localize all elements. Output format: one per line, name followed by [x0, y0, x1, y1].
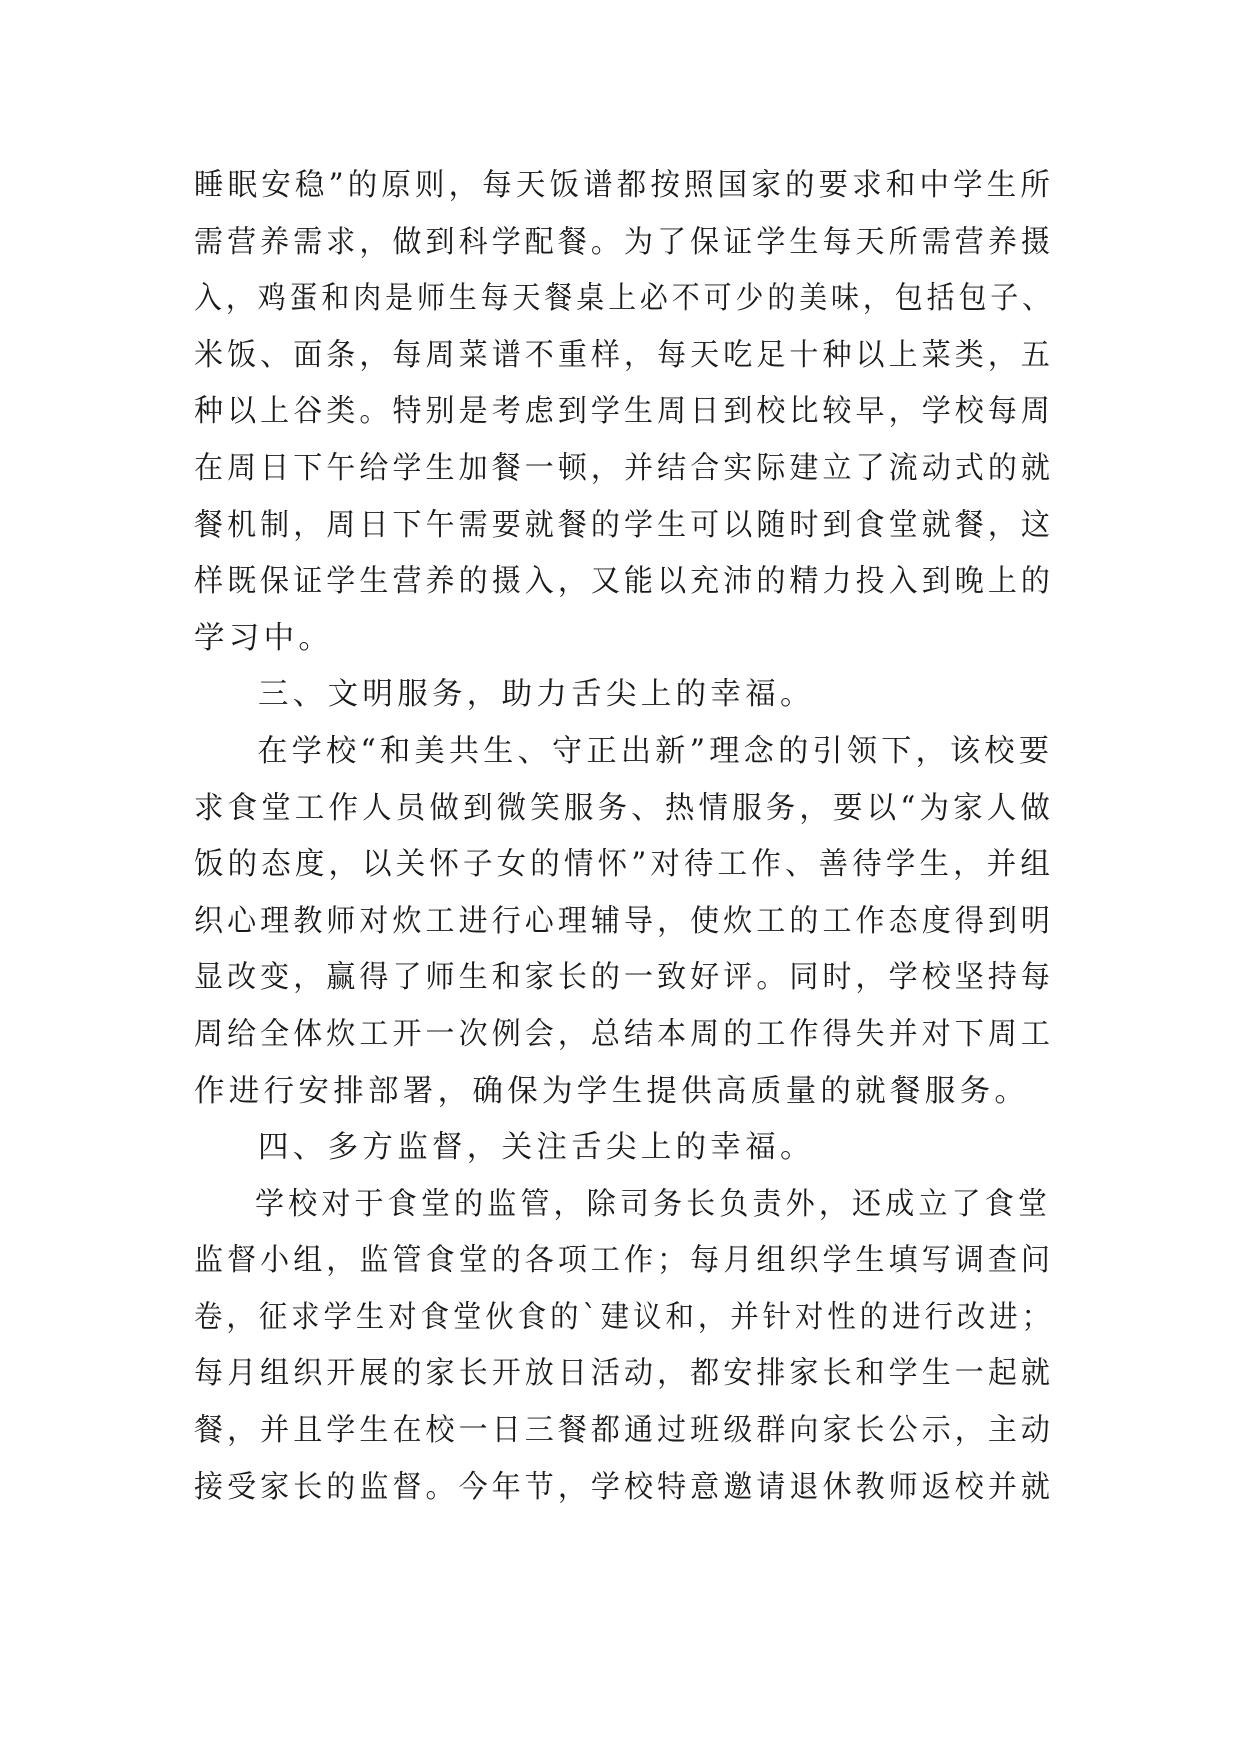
text-line: 米饭、面条，每周菜谱不重样，每天吃足十种以上菜类，五 — [194, 337, 1055, 373]
text-line: 周给全体炊工开一次例会，总结本周的工作得失并对下周工 — [194, 1016, 1055, 1052]
text-line: 餐机制，周日下午需要就餐的学生可以随时到食堂就餐，这 — [194, 507, 1055, 543]
text-line: 种以上谷类。特别是考虑到学生周日到校比较早，学校每周 — [194, 394, 1055, 430]
text-line: 在学校“和美共生、守正出新”理念的引领下，该校要 — [257, 733, 1054, 769]
text-line: 监督小组，监管食堂的各项工作；每月组织学生填写调查问 — [194, 1243, 1055, 1279]
text-line: 入，鸡蛋和肉是师生每天餐桌上必不可少的美味，包括包子、 — [194, 281, 1055, 317]
text-line: 学习中。 — [194, 620, 334, 656]
text-line: 在周日下午给学生加餐一顿，并结合实际建立了流动式的就 — [194, 450, 1055, 486]
text-line: 样既保证学生营养的摄入，又能以充沛的精力投入到晚上的 — [194, 564, 1055, 600]
text-line: 饭的态度，以关怀子女的情怀”对待工作、善待学生，并组 — [194, 847, 1055, 883]
text-line: 四、多方监督，关注舌尖上的幸福。 — [258, 1130, 815, 1166]
document-body — [194, 158, 1054, 1516]
text-line: 三、文明服务，助力舌尖上的幸福。 — [258, 677, 815, 713]
text-line: 卷，征求学生对食堂伙食的`建议和，并针对性的进行改进； — [194, 1299, 1055, 1335]
text-line: 睡眠安稳”的原则，每天饭谱都按照国家的要求和中学生所 — [194, 168, 1055, 203]
text-line: 接受家长的监督。今年节，学校特意邀请退休教师返校并就 — [194, 1469, 1055, 1505]
text-line: 需营养需求，做到科学配餐。为了保证学生每天所需营养摄 — [194, 224, 1055, 260]
text-line: 显改变，赢得了师生和家长的一致好评。同时，学校坚持每 — [194, 960, 1055, 996]
text-line: 每月组织开展的家长开放日活动，都安排家长和学生一起就 — [194, 1356, 1055, 1392]
text-line: 求食堂工作人员做到微笑服务、热情服务，要以“为家人做 — [194, 790, 1055, 826]
text-line: 织心理教师对炊工进行心理辅导，使炊工的工作态度得到明 — [194, 903, 1055, 939]
text-line: 学校对于食堂的监管，除司务长负责外，还成立了食堂 — [254, 1186, 1052, 1222]
text-line: 餐，并且学生在校一日三餐都通过班级群向家长公示，主动 — [194, 1413, 1055, 1449]
text-line: 作进行安排部署，确保为学生提供高质量的就餐服务。 — [194, 1073, 1030, 1109]
